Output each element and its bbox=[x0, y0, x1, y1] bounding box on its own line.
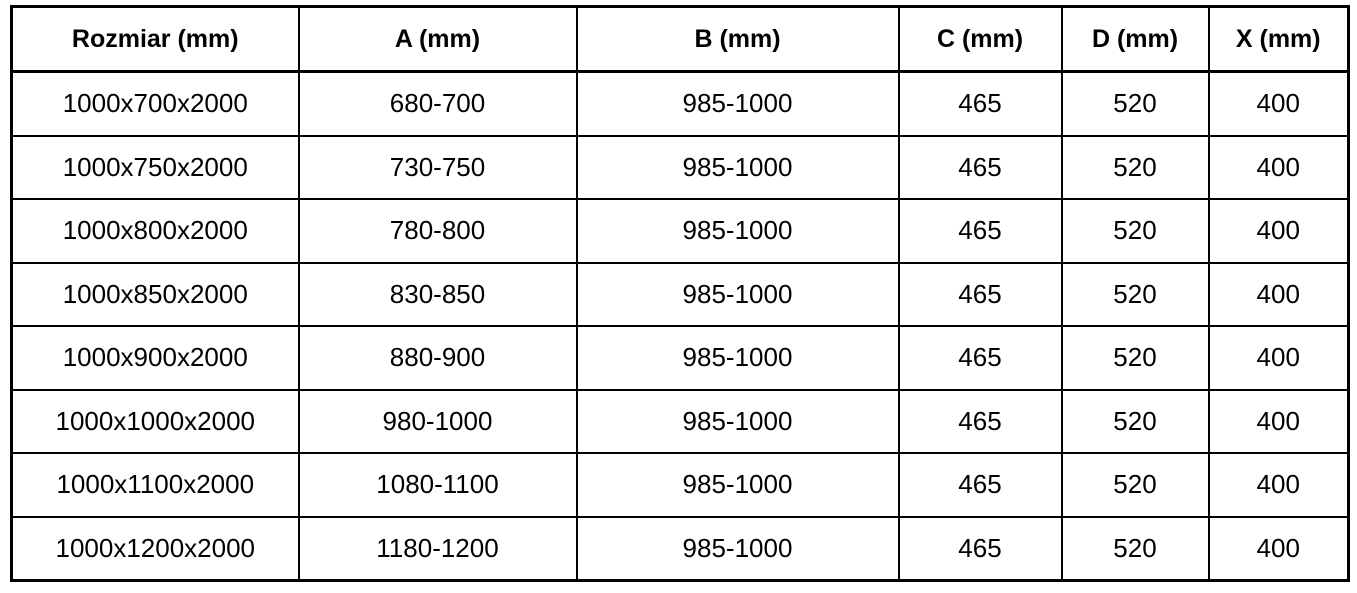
cell-a: 680-700 bbox=[299, 72, 577, 136]
cell-x: 400 bbox=[1209, 136, 1349, 200]
cell-rozmiar: 1000x900x2000 bbox=[12, 326, 299, 390]
cell-b: 985-1000 bbox=[577, 326, 899, 390]
table-row bbox=[12, 263, 1349, 327]
column-header-a: A (mm) bbox=[299, 7, 577, 72]
cell-d: 520 bbox=[1062, 453, 1209, 517]
cell-c: 465 bbox=[899, 453, 1062, 517]
cell-rozmiar: 1000x1100x2000 bbox=[12, 453, 299, 517]
column-header-c: C (mm) bbox=[899, 7, 1062, 72]
cell-x: 400 bbox=[1209, 453, 1349, 517]
cell-b: 985-1000 bbox=[577, 390, 899, 454]
column-header-d: D (mm) bbox=[1062, 7, 1209, 72]
cell-d: 520 bbox=[1062, 199, 1209, 263]
header-row bbox=[12, 7, 1349, 72]
table-row bbox=[12, 199, 1349, 263]
cell-a: 780-800 bbox=[299, 199, 577, 263]
cell-rozmiar: 1000x700x2000 bbox=[12, 72, 299, 136]
column-header-rozmiar: Rozmiar (mm) bbox=[12, 7, 299, 72]
table-row bbox=[12, 390, 1349, 454]
cell-d: 520 bbox=[1062, 136, 1209, 200]
cell-c: 465 bbox=[899, 136, 1062, 200]
cell-x: 400 bbox=[1209, 517, 1349, 581]
cell-rozmiar: 1000x1000x2000 bbox=[12, 390, 299, 454]
cell-c: 465 bbox=[899, 326, 1062, 390]
cell-a: 830-850 bbox=[299, 263, 577, 327]
cell-b: 985-1000 bbox=[577, 263, 899, 327]
cell-b: 985-1000 bbox=[577, 199, 899, 263]
cell-a: 730-750 bbox=[299, 136, 577, 200]
cell-x: 400 bbox=[1209, 263, 1349, 327]
cell-a: 1180-1200 bbox=[299, 517, 577, 581]
column-header-b: B (mm) bbox=[577, 7, 899, 72]
table-row bbox=[12, 326, 1349, 390]
cell-a: 980-1000 bbox=[299, 390, 577, 454]
cell-a: 1080-1100 bbox=[299, 453, 577, 517]
size-spec-table bbox=[10, 5, 1350, 582]
cell-d: 520 bbox=[1062, 263, 1209, 327]
cell-x: 400 bbox=[1209, 390, 1349, 454]
cell-c: 465 bbox=[899, 517, 1062, 581]
cell-c: 465 bbox=[899, 263, 1062, 327]
cell-c: 465 bbox=[899, 390, 1062, 454]
cell-d: 520 bbox=[1062, 517, 1209, 581]
table-row bbox=[12, 136, 1349, 200]
cell-d: 520 bbox=[1062, 326, 1209, 390]
cell-rozmiar: 1000x800x2000 bbox=[12, 199, 299, 263]
cell-c: 465 bbox=[899, 199, 1062, 263]
table-row bbox=[12, 72, 1349, 136]
cell-rozmiar: 1000x1200x2000 bbox=[12, 517, 299, 581]
cell-x: 400 bbox=[1209, 199, 1349, 263]
cell-c: 465 bbox=[899, 72, 1062, 136]
cell-x: 400 bbox=[1209, 326, 1349, 390]
cell-d: 520 bbox=[1062, 72, 1209, 136]
cell-b: 985-1000 bbox=[577, 453, 899, 517]
cell-d: 520 bbox=[1062, 390, 1209, 454]
cell-x: 400 bbox=[1209, 72, 1349, 136]
table-row bbox=[12, 517, 1349, 581]
cell-a: 880-900 bbox=[299, 326, 577, 390]
cell-b: 985-1000 bbox=[577, 72, 899, 136]
cell-rozmiar: 1000x750x2000 bbox=[12, 136, 299, 200]
cell-rozmiar: 1000x850x2000 bbox=[12, 263, 299, 327]
table-row bbox=[12, 453, 1349, 517]
cell-b: 985-1000 bbox=[577, 136, 899, 200]
cell-b: 985-1000 bbox=[577, 517, 899, 581]
column-header-x: X (mm) bbox=[1209, 7, 1349, 72]
